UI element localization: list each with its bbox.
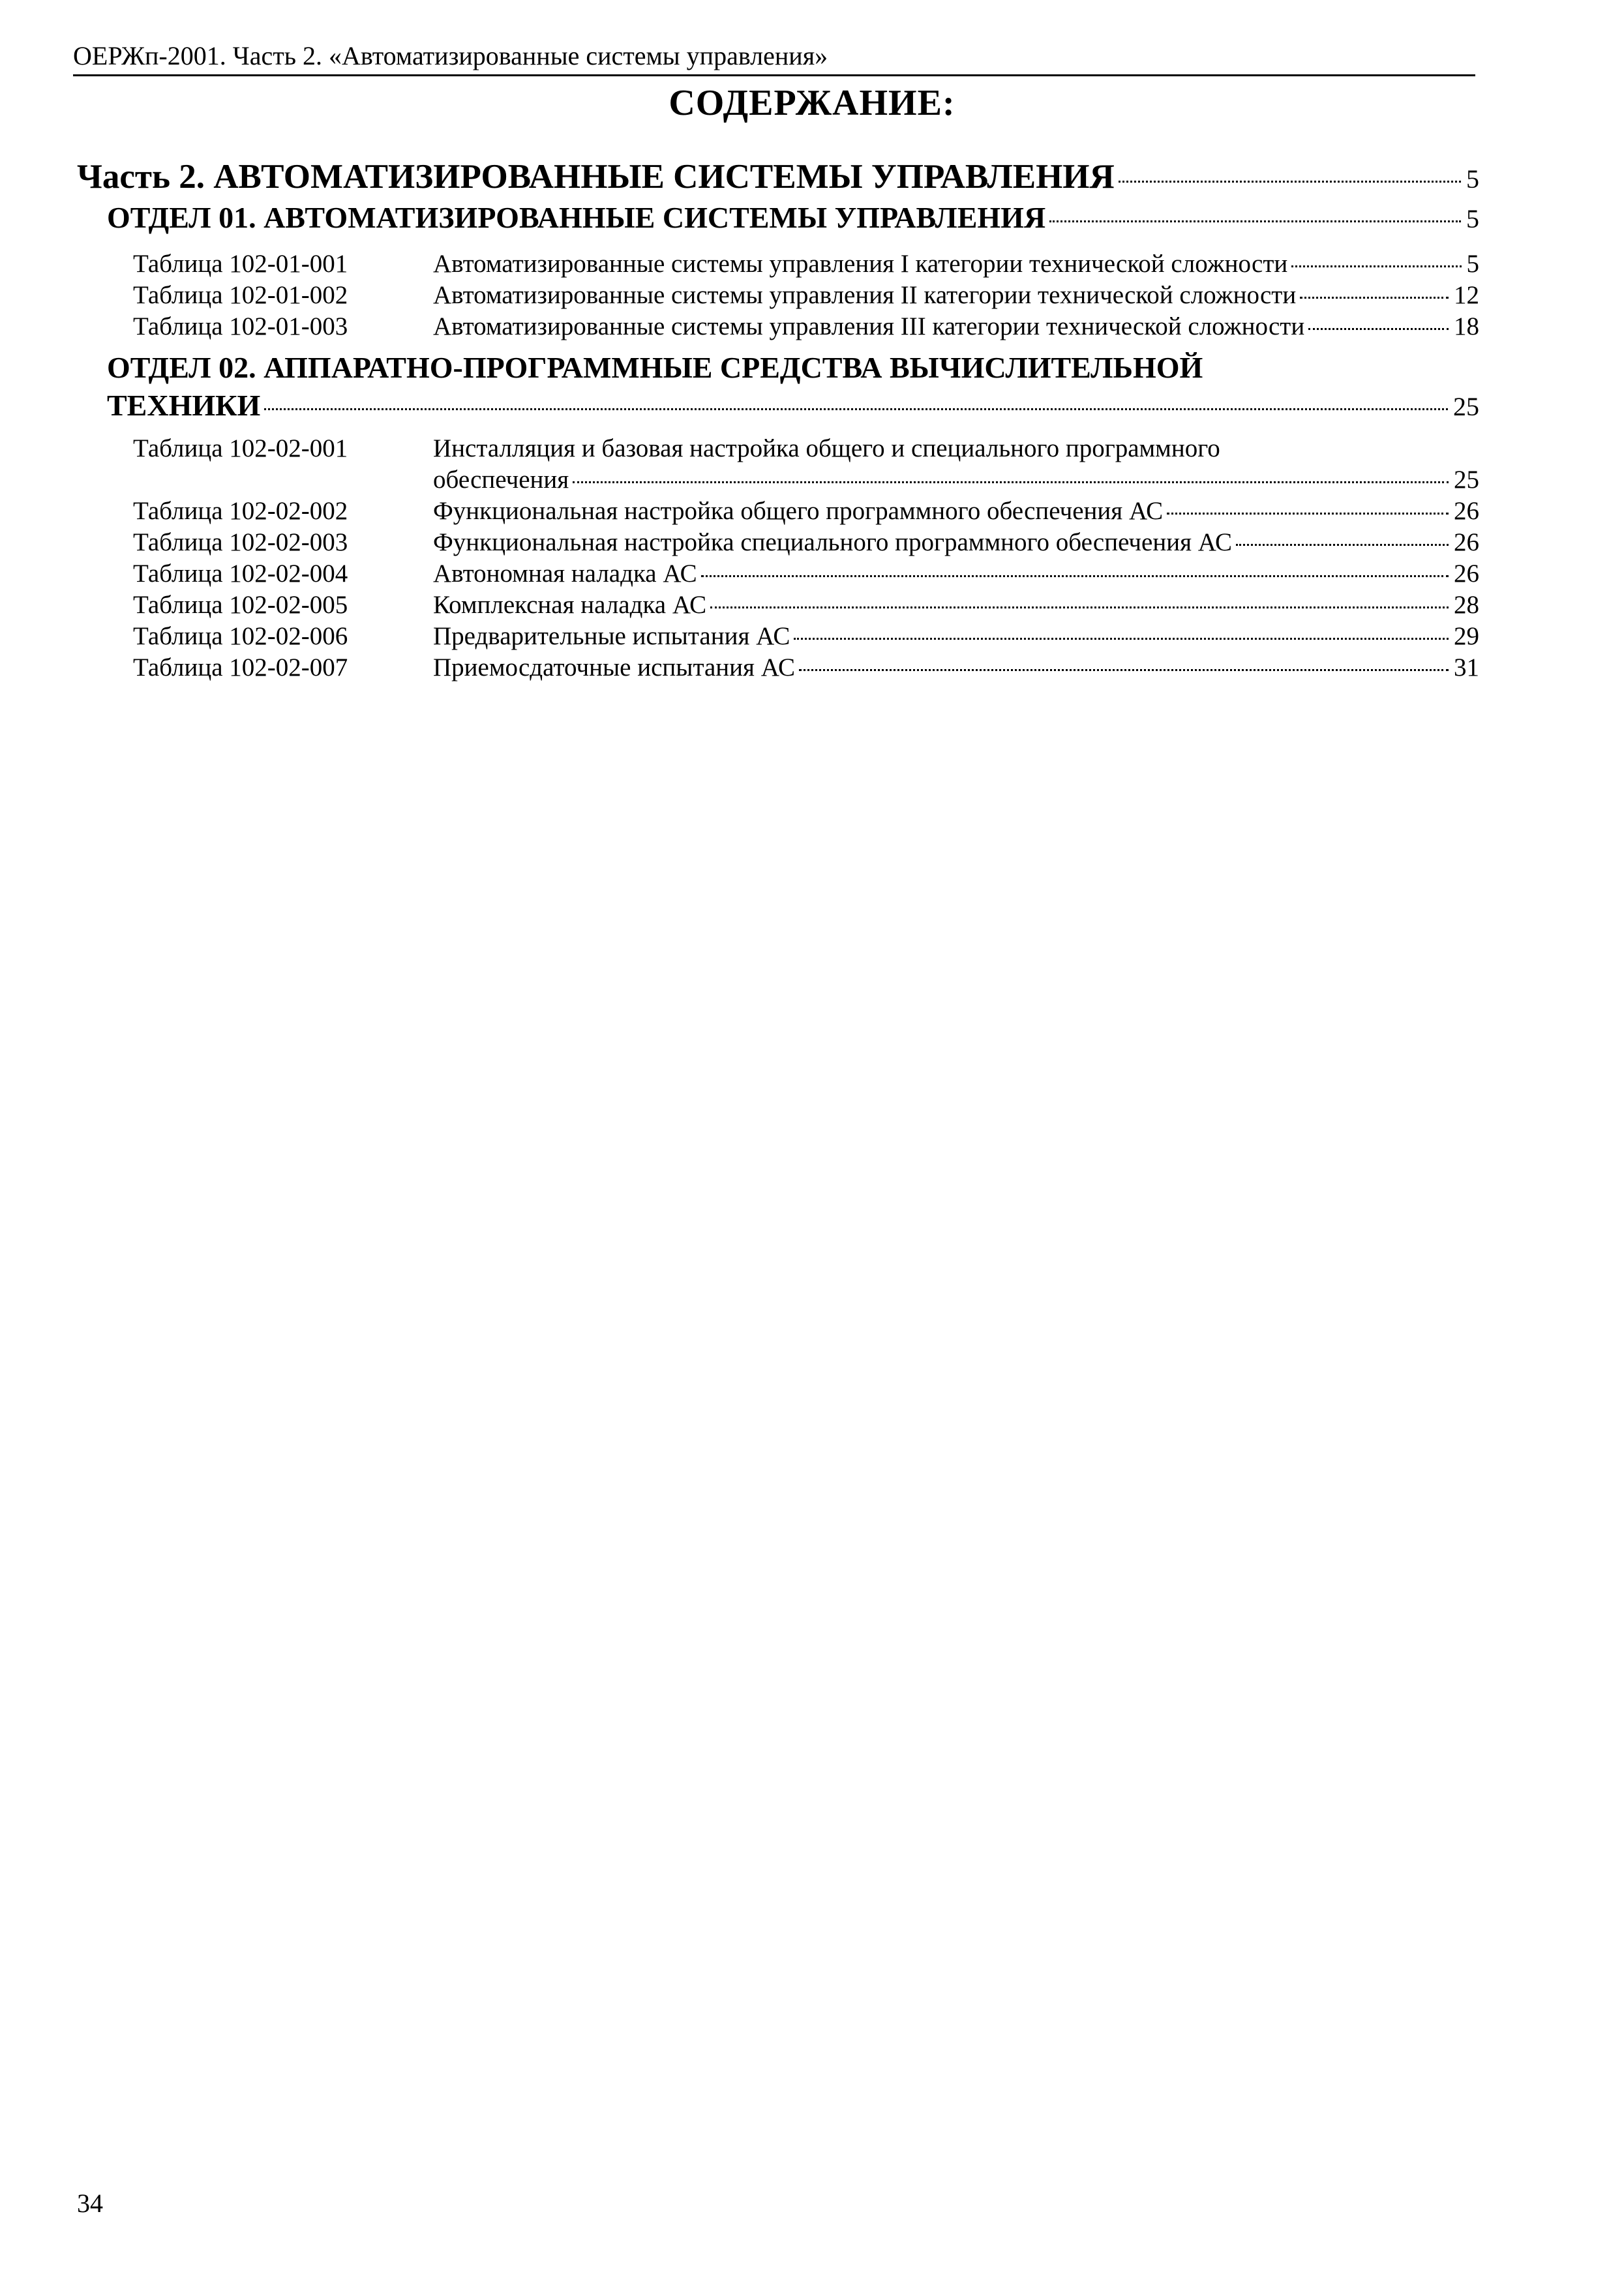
dot-leader bbox=[1236, 544, 1449, 546]
dot-leader bbox=[264, 408, 1448, 410]
dot-leader bbox=[1300, 297, 1449, 299]
table-number: Таблица 102-02-004 bbox=[133, 560, 348, 588]
dot-leader bbox=[794, 638, 1449, 640]
page-number: 34 bbox=[77, 2189, 103, 2218]
table-number: Таблица 102-01-003 bbox=[133, 312, 348, 340]
table-title: Функциональная настройка специального программного обеспечения АС bbox=[433, 528, 1232, 556]
toc-page-number: 5 bbox=[1466, 250, 1479, 278]
toc-page-number: 29 bbox=[1454, 622, 1479, 650]
table-title: Автоматизированные системы управления II категории технической сложности bbox=[433, 281, 1297, 309]
dot-leader bbox=[1119, 181, 1461, 183]
table-title: Предварительные испытания АС bbox=[433, 622, 790, 650]
toc-page-number: 31 bbox=[1454, 653, 1479, 681]
table-number: Таблица 102-02-007 bbox=[133, 653, 348, 681]
toc-title: СОДЕРЖАНИЕ: bbox=[669, 83, 955, 123]
dot-leader bbox=[573, 481, 1449, 483]
toc-page-number: 26 bbox=[1454, 560, 1479, 588]
toc-page-number: 5 bbox=[1466, 204, 1479, 233]
toc-entry-label: Часть 2. АВТОМАТИЗИРОВАННЫЕ СИСТЕМЫ УПРАВЛЕНИЯ bbox=[77, 158, 1115, 196]
dot-leader bbox=[1167, 513, 1449, 515]
table-number: Таблица 102-02-006 bbox=[133, 622, 348, 650]
toc-page-number: 26 bbox=[1454, 528, 1479, 556]
table-number: Таблица 102-01-001 bbox=[133, 250, 348, 278]
toc-page-number: 5 bbox=[1466, 164, 1479, 194]
table-title: Автономная наладка АС bbox=[433, 560, 697, 588]
toc-entry-section-02[interactable] bbox=[107, 387, 1479, 425]
toc-entry-part[interactable] bbox=[77, 157, 1479, 200]
dot-leader bbox=[1308, 328, 1449, 330]
toc-page-number: 25 bbox=[1454, 466, 1479, 494]
table-title: Приемосдаточные испытания АС bbox=[433, 653, 795, 681]
table-number: Таблица 102-01-002 bbox=[133, 281, 348, 309]
toc-entry-section-01[interactable] bbox=[107, 200, 1479, 237]
toc-page-number: 18 bbox=[1454, 312, 1479, 340]
table-title-line2: обеспечения bbox=[433, 466, 569, 494]
toc-page-number: 12 bbox=[1454, 281, 1479, 309]
table-title: Автоматизированные системы управления I категории технической сложности bbox=[433, 250, 1288, 278]
table-title: Комплексная наладка АС bbox=[433, 591, 707, 619]
dot-leader bbox=[701, 575, 1449, 577]
table-title: Автоматизированные системы управления III категории технической сложности bbox=[433, 312, 1305, 340]
table-number: Таблица 102-02-001 bbox=[133, 434, 348, 462]
toc-page-number: 25 bbox=[1453, 392, 1479, 421]
toc-entry-label: ОТДЕЛ 01. АВТОМАТИЗИРОВАННЫЕ СИСТЕМЫ УПРАВЛЕНИЯ bbox=[107, 201, 1046, 234]
dot-leader bbox=[799, 669, 1449, 671]
table-title-line1: Инсталляция и базовая настройка общего и специального программного bbox=[433, 434, 1220, 462]
dot-leader bbox=[710, 606, 1449, 608]
toc-page-number: 28 bbox=[1454, 591, 1479, 619]
table-number: Таблица 102-02-003 bbox=[133, 528, 348, 556]
table-number: Таблица 102-02-002 bbox=[133, 497, 348, 525]
table-title: Функциональная настройка общего программного обеспечения АС bbox=[433, 497, 1164, 525]
dot-leader bbox=[1049, 220, 1461, 222]
toc-entry-section-02-line1[interactable]: ОТДЕЛ 02. АППАРАТНО-ПРОГРАММНЫЕ СРЕДСТВА ВЫЧИСЛИТЕЛЬНОЙ bbox=[107, 351, 1203, 384]
toc-entry-label: ТЕХНИКИ bbox=[107, 389, 261, 422]
toc-page-number: 26 bbox=[1454, 497, 1479, 525]
running-header: ОЕРЖп-2001. Часть 2. «Автоматизированные системы управления» bbox=[73, 40, 1475, 76]
table-number: Таблица 102-02-005 bbox=[133, 591, 348, 619]
dot-leader bbox=[1291, 265, 1461, 267]
